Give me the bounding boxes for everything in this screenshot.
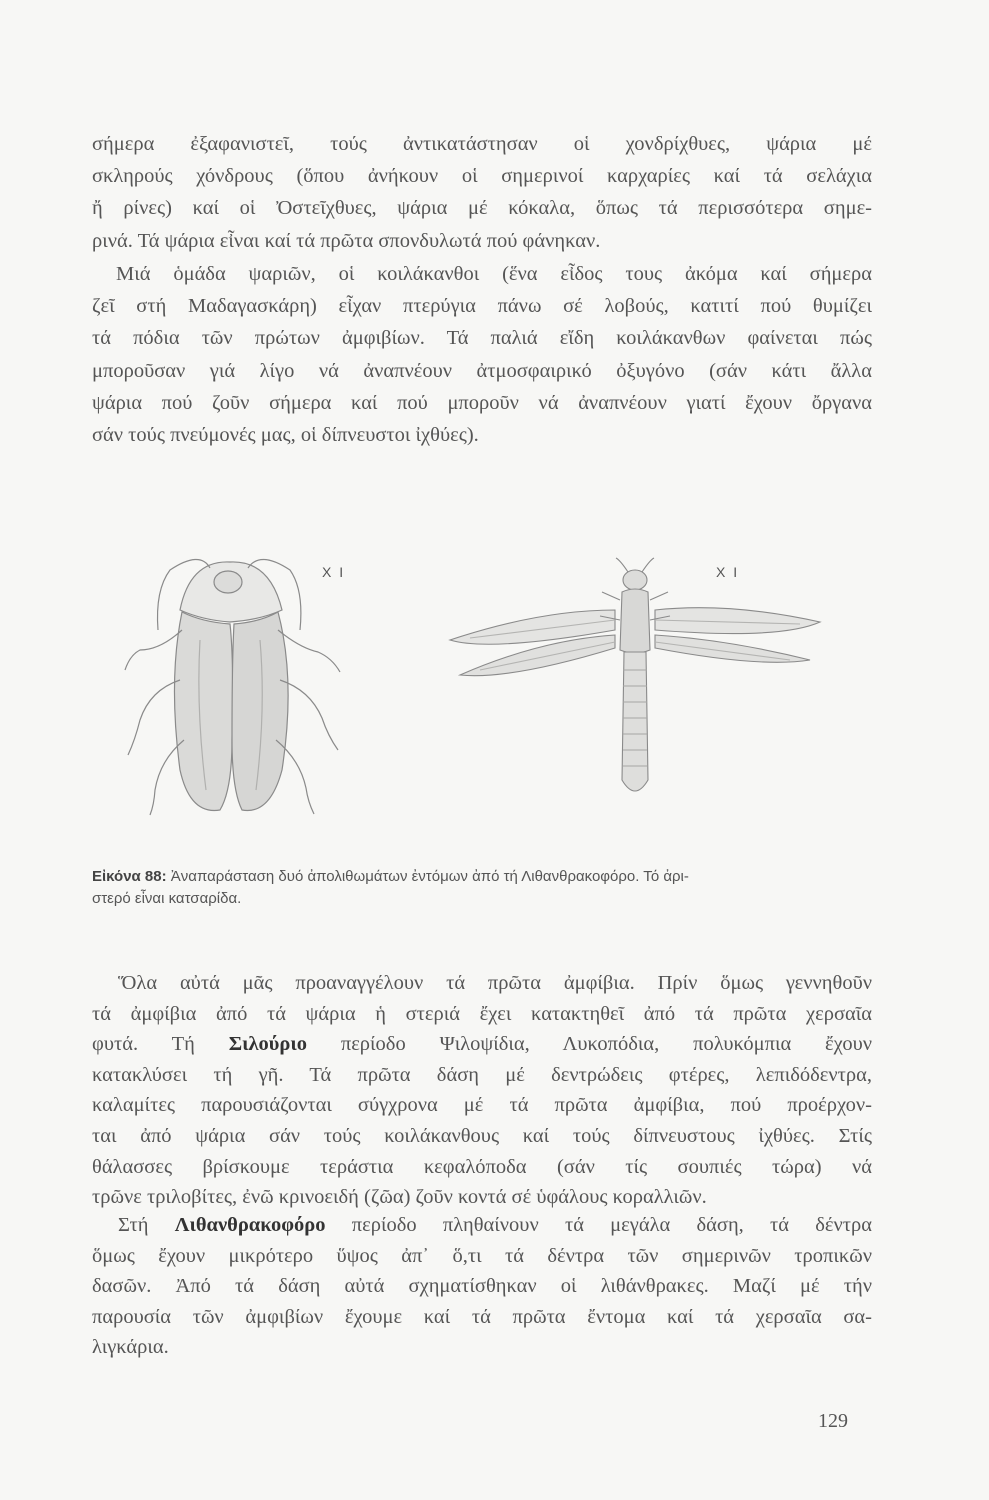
paragraph-1 — [92, 128, 872, 257]
text-line: λιγκάρια. — [92, 1336, 169, 1359]
text-line: Ὅλα αὐτά μᾶς προαναγγέλουν τά πρῶτα ἀμφίβια. Πρίν ὅμως γεννηθοῦν — [118, 972, 872, 994]
text-line: σήμερα ἐξαφανιστεῖ, τούς ἀντικατάστησαν οἱ χονδρίχθυες, ψάρια μέ — [92, 133, 872, 155]
text-line — [92, 1029, 872, 1060]
text-line: καλαμίτες παρουσιάζονται σύγχρονα μέ τά πρῶτα ἀμφίβια, πού προέρχον- — [92, 1094, 872, 1117]
text-line: τά πόδια τῶν πρώτων ἀμφιβίων. Τά παλιά εἴδη κοιλάκανθων φαίνεται πώς — [92, 327, 872, 350]
text-fragment: φυτά. Τή — [92, 1033, 229, 1056]
text-line: παρουσία τῶν ἀμφιβίων ἔχουμε καί τά πρῶτα ἔντομα καί τά χερσαῖα σα- — [92, 1305, 872, 1328]
text-line: τά ἀμφίβια ἀπό τά ψάρια ἡ στεριά ἔχει κατακτηθεῖ ἀπό τά πρῶτα χερσαῖα — [92, 1002, 872, 1025]
bold-term-silurian: Σιλούριο — [228, 1033, 307, 1056]
paragraph-4 — [92, 1210, 872, 1363]
caption-line — [92, 866, 882, 888]
scale-label-left: X I — [322, 564, 346, 580]
winged-insect-illustration — [430, 540, 850, 830]
text-line: θάλασσες βρίσκουμε τεράστια κεφαλόποδα (σάν τίς σουπιές τώρα) νά — [92, 1155, 872, 1178]
paragraph-3 — [92, 968, 872, 1213]
text-line: ται ἀπό ψάρια σάν τούς κοιλάκανθους καί τούς δίπνευστους ἰχθύες. Στίς — [92, 1124, 872, 1147]
text-fragment: Στή — [118, 1214, 175, 1236]
text-line — [92, 1210, 872, 1241]
caption-text: στερό εἶναι κατσαρίδα. — [92, 890, 242, 907]
text-line: μποροῦσαν γιά λίγο νά ἀναπνέουν ἀτμοσφαιρικό ὀξυγόνο (σάν κάτι ἄλλα — [92, 359, 872, 382]
caption-text: Ἀναπαράσταση δυό ἀπολιθωμάτων ἐντόμων ἀπό τή Λιθανθρακοφόρο. Τό ἀρι- — [170, 868, 689, 885]
page-number: 129 — [818, 1410, 848, 1432]
figure-caption — [92, 866, 882, 910]
text-line: κατακλύσει τή γῆ. Τά πρῶτα δάση μέ δεντρώδεις φτέρες, λεπιδόδεντρα, — [92, 1063, 872, 1086]
text-line: δασῶν. Ἀπό τά δάση αὐτά σχηματίσθηκαν οἱ λιθάνθρακες. Μαζί μέ τήν — [92, 1275, 872, 1298]
scale-label-right: X I — [716, 564, 740, 580]
text-line: σάν τούς πνεύμονές μας, οἱ δίπνευστοι ἰχθύες). — [92, 424, 479, 447]
text-line: ἤ ρίνες) καί οἱ Ὀστεῖχθυες, ψάρια μέ κόκαλα, ὅπως τά περισσότερα σημε- — [92, 197, 872, 220]
text-line: τρῶνε τριλοβίτες, ἐνῶ κρινοειδή (ζῶα) ζοῦν κοντά σέ ὑφάλους κοραλλιῶν. — [92, 1186, 707, 1209]
text-line: Μιά ὁμάδα ψαριῶν, οἱ κοιλάκανθοι (ἕνα εἶδος τους ἀκόμα καί σήμερα — [116, 263, 872, 285]
text-line: ὅμως ἔχουν μικρότερο ὕψος ἀπ᾽ ὅ,τι τά δέντρα τῶν σημερινῶν τροπικῶν — [92, 1244, 872, 1267]
insect-fossil-figure — [110, 540, 880, 830]
text-line: σκληρούς χόνδρους (ὅπου ἀνήκουν οἱ σημερινοί καρχαρίες καί τά σελάχια — [92, 165, 872, 188]
text-fragment: περίοδο πληθαίνουν τά μεγάλα δάση, τά δέντρα — [325, 1214, 872, 1236]
cockroach-illustration — [110, 540, 370, 830]
text-fragment: περίοδο Ψιλοψίδια, Λυκοπόδια, πολυκόμπια ἔχουν — [306, 1033, 872, 1056]
text-line: ψάρια πού ζοῦν σήμερα καί πού μποροῦν νά ἀναπνέουν γιατί ἔχουν ὄργανα — [92, 391, 872, 414]
text-line: ζεῖ στή Μαδαγασκάρη) εἶχαν πτερύγια πάνω σέ λοβούς, κατιτί πού θυμίζει — [92, 295, 872, 318]
paragraph-2 — [92, 258, 872, 451]
caption-label: Εἰκόνα 88: — [92, 868, 167, 885]
bold-term-carboniferous: Λιθανθρακοφόρο — [174, 1214, 326, 1236]
text-line: ρινά. Τά ψάρια εἶναι καί τά πρῶτα σπονδυλωτά πού φάνηκαν. — [92, 229, 601, 252]
